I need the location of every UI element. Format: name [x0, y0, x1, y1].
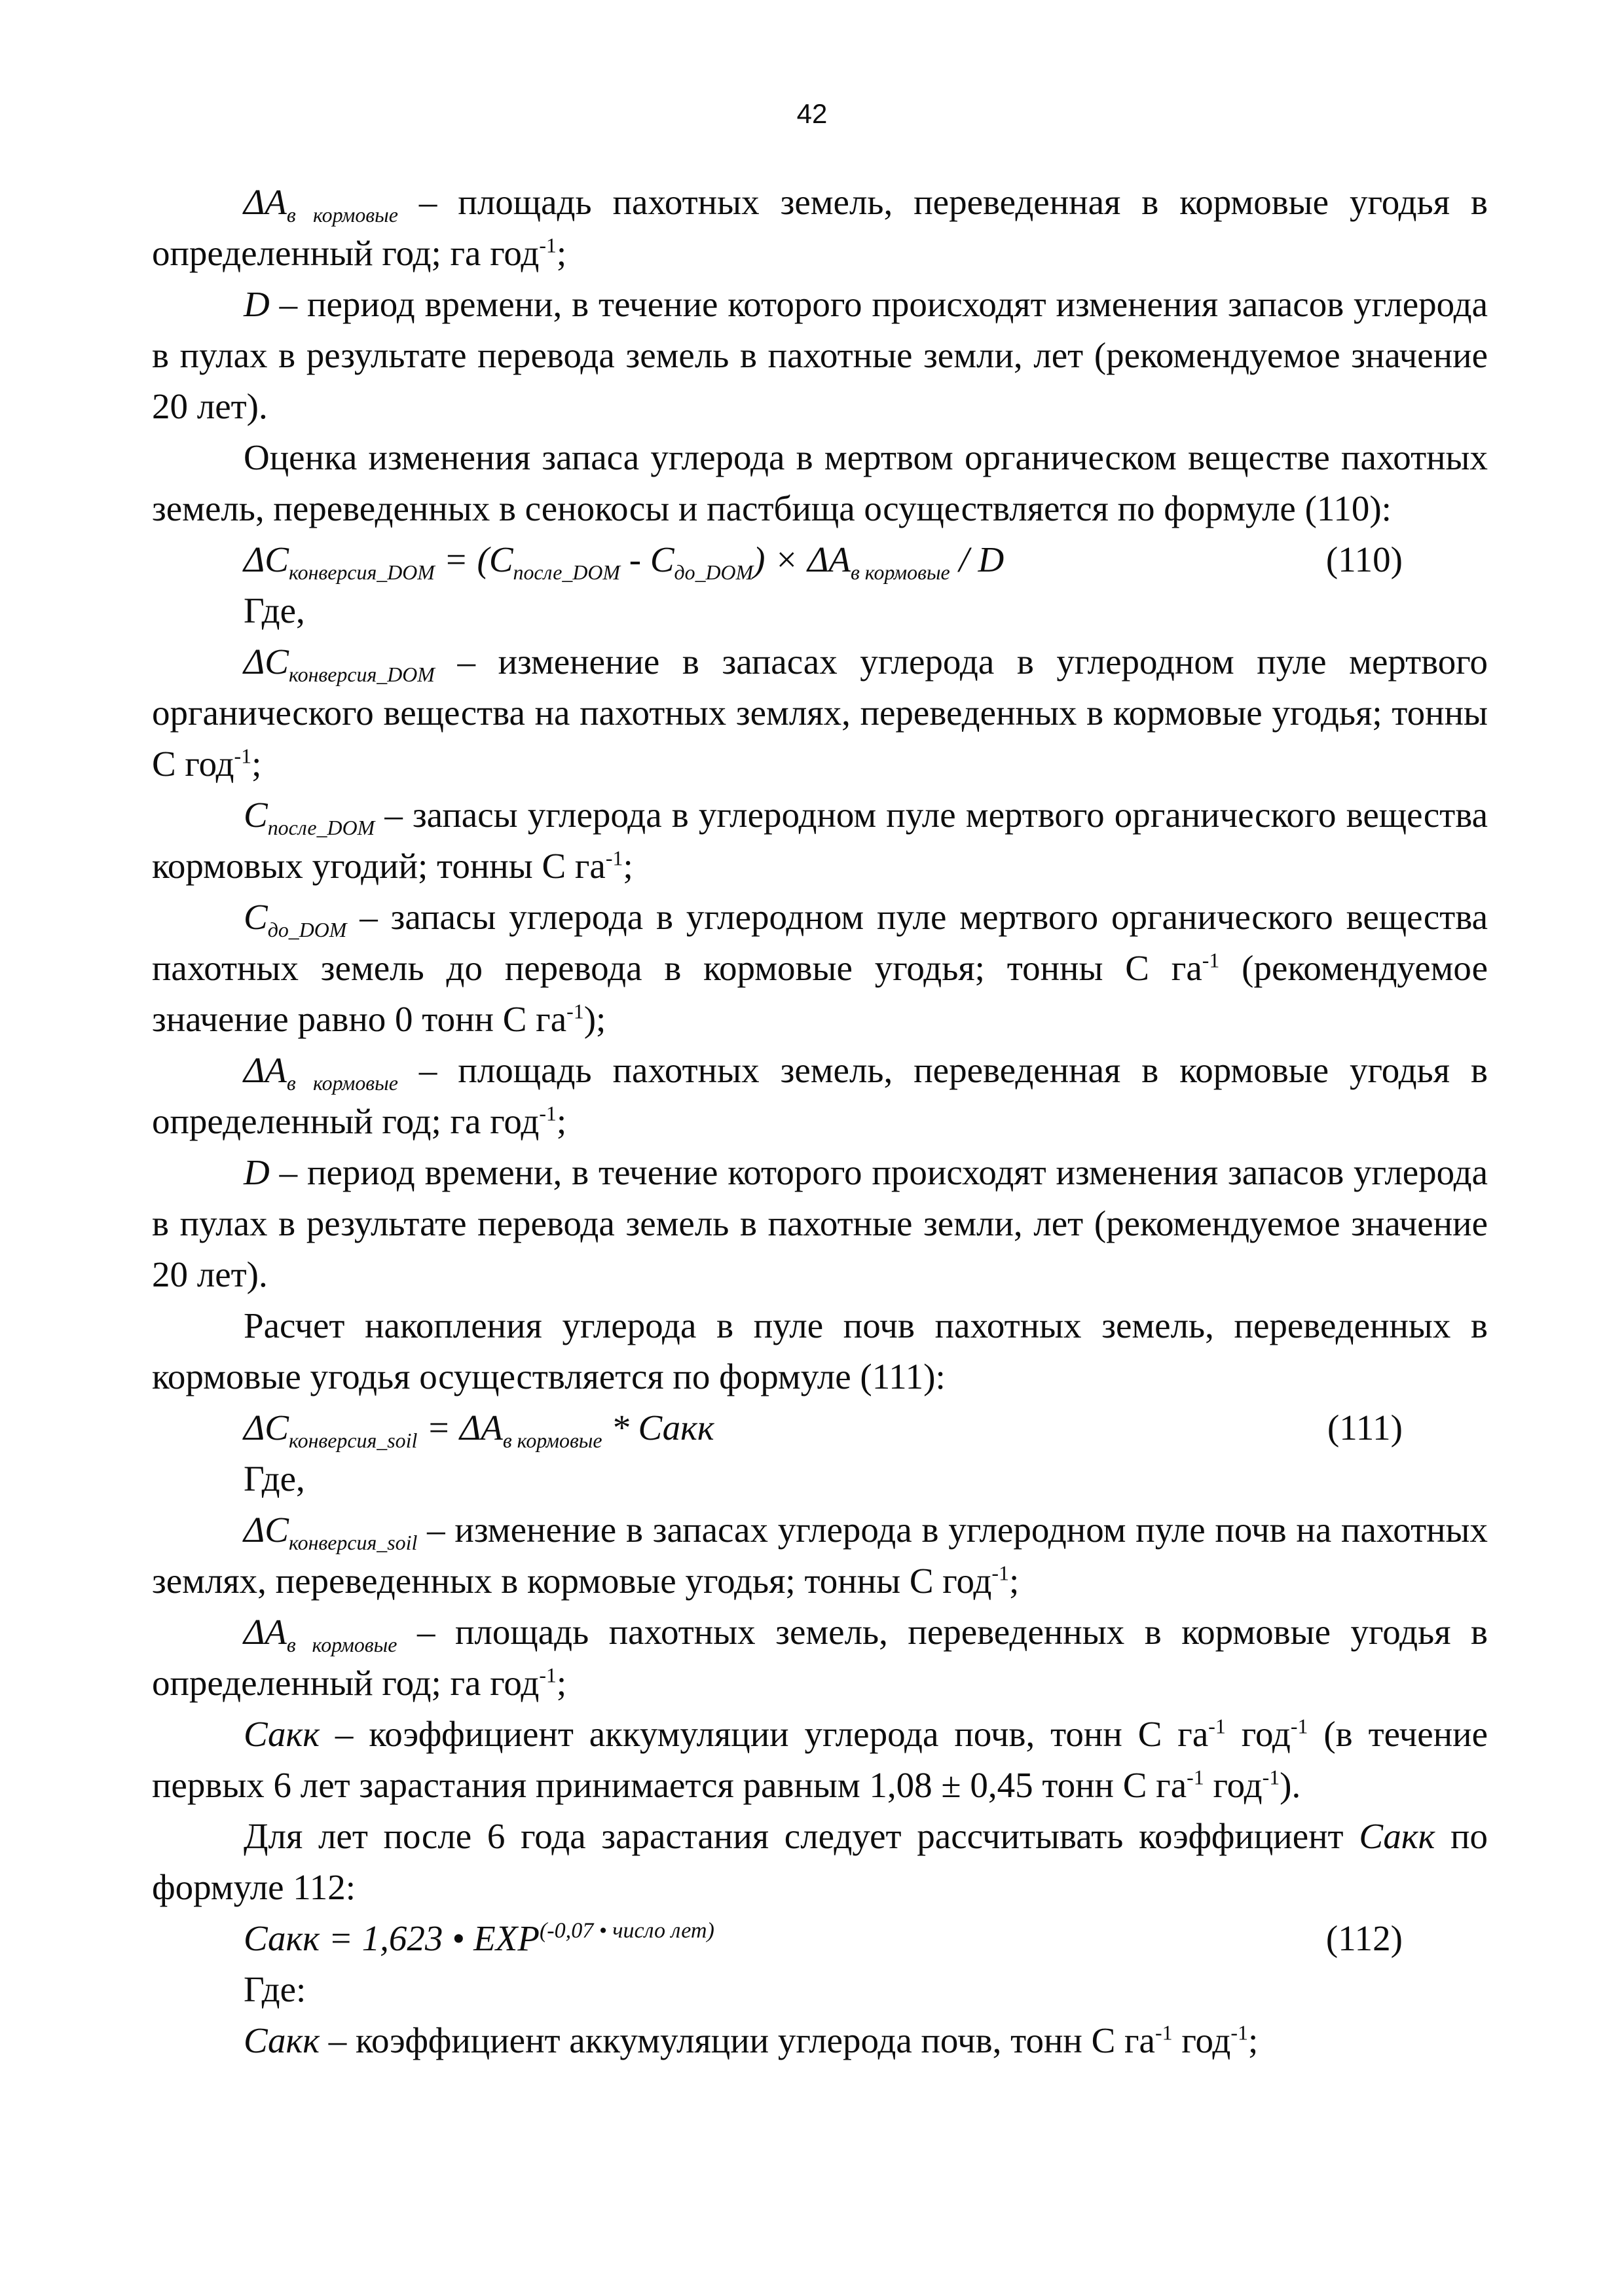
definition-sakk-2: Сакк – коэффициент аккумуляции углерода почв, тонн С $га^{-1}$ год$^{-1}$; [244, 2020, 1259, 2060]
formula-110: $\Delta C_{конверсия\_DOM} = (C_{после\_DOM} - C_{до\_DOM}) \times \Delta A_{в кормовые} / D$ (110) [152, 534, 1488, 585]
formula-number: (111) [1327, 1408, 1403, 1448]
definition-d-2: D – период времени, в течение которого происходят изменения запасов углерода в пулах в результате перевода земель в пахотные земли, лет (рекомендуемое значение 20 лет). [152, 1152, 1488, 1294]
definition-delta-c-soil: $\Delta C_{конверсия\_soil}$ – изменение в запасах углерода в углеродном пуле почв на пахотных землях, переведенных в кормовые угодья; тонны С год$^{-1}$; [152, 1510, 1488, 1601]
paragraph-formula-111-intro: Расчет накопления углерода в пуле почв пахотных земель, переведенных в кормовые угодья осуществляется по формуле (111): [152, 1305, 1488, 1396]
page-number: 42 [796, 98, 828, 129]
where-label: Где, [244, 591, 305, 630]
document-body [152, 177, 1488, 2066]
definition-d: D – период времени, в течение которого происходят изменения запасов углерода в пулах в результате перевода земель в пахотные земли, лет (рекомендуемое значение 20 лет). [152, 284, 1488, 426]
definition-delta-a-3: $\Delta A_{в кормовые}$ – площадь пахотных земель, переведенных в кормовые угодья в определенный год; га год$^{-1}$; [152, 1612, 1488, 1703]
definition-sakk: Сакк – коэффициент аккумуляции углерода почв, тонн С $га^{-1}$ год$^{-1}$ (в течение первых 6 лет зарастания принимается равным 1,08 ± 0,45 тонн С $га^{-1}$ год$^{-1}$). [152, 1714, 1488, 1805]
definition-c-do-dom: $C_{до\_DOM}$ – запасы углерода в углеродном пуле мертвого органического вещества пахотных земель до перевода в кормовые угодья; тонны С $га^{-1}$ (рекомендуемое значение равно 0 тонн С $га^{-1}$); [152, 897, 1488, 1039]
definition-delta-c-dom: $\Delta C_{конверсия\_DOM}$ – изменение в запасах углерода в углеродном пуле мертвого органического вещества на пахотных землях, переведенных в кормовые угодья; тонны С год$^{-1}$; [152, 642, 1488, 784]
definition-c-posle-dom: $C_{после\_DOM}$ – запасы углерода в углеродном пуле мертвого органического вещества кормовых угодий; тонны С $га^{-1}$; [152, 795, 1488, 886]
formula-number: (110) [1325, 539, 1403, 579]
formula-112: Сакк = 1,623 • $EXP^{(-0,07 • число лет)}$ (112) [152, 1913, 1488, 1964]
definition-delta-a: $\Delta A_{в кормовые}$ – площадь пахотных земель, переведенная в кормовые угодья в определенный год; га год$^{-1}$; [152, 182, 1488, 273]
where-label: Где, [244, 1459, 305, 1499]
where-label: Где: [244, 1969, 306, 2009]
paragraph-formula-110-intro: Оценка изменения запаса углерода в мертвом органическом веществе пахотных земель, переведенных в сенокосы и пастбища осуществляется по формуле (110): [152, 437, 1488, 528]
paragraph-formula-112-intro: Для лет после 6 года зарастания следует рассчитывать коэффициент Сакк по формуле 112: [152, 1816, 1488, 1907]
formula-111: $\Delta C_{конверсия\_soil} = \Delta A_{в кормовые}$ * Сакк (111) [152, 1402, 1488, 1453]
definition-delta-a-2: $\Delta A_{в кормовые}$ – площадь пахотных земель, переведенная в кормовые угодья в определенный год; га год$^{-1}$; [152, 1050, 1488, 1141]
formula-number: (112) [1325, 1918, 1403, 1958]
